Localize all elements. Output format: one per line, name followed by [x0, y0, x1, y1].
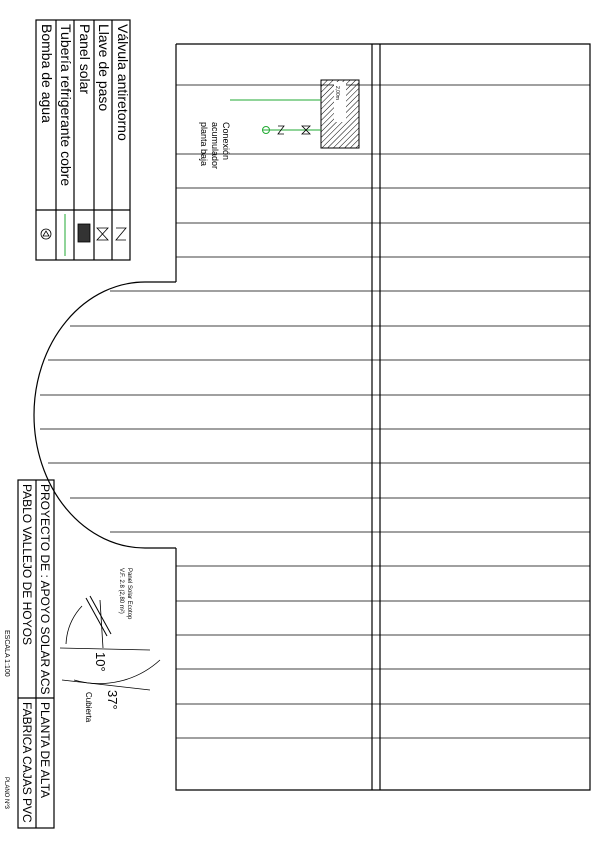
panel-model-line1: Panel Solar Ecotop: [126, 568, 132, 620]
building-outline: [34, 44, 590, 790]
water-pump-icon: [41, 229, 51, 239]
legend-label-gate-valve: Llave de paso: [96, 24, 112, 112]
legend-label-copper-pipe: Tubería refrigerante cobre: [58, 24, 74, 187]
scale-label: ESCALA 1:100: [3, 630, 10, 677]
panel-model-line2: V.F. 2.8 (2,80 m²): [118, 568, 124, 614]
panel-rows: [40, 85, 590, 738]
author-name: PABLO VALLEJO DE HOYOS: [20, 484, 34, 645]
connection-label-line1: Conexión: [221, 122, 231, 161]
project-title: PROYECTO DE : APOYO SOLAR ACS: [38, 484, 52, 695]
legend-label-water-pump: Bomba de agua: [39, 24, 55, 123]
legend-table: [36, 20, 131, 260]
angle-small-label: 10°: [93, 652, 108, 672]
copper-pipe-run: [230, 100, 321, 134]
legend-label-check-valve: Válvula antiretorno: [115, 24, 131, 141]
solar-panel-plan: [321, 80, 359, 148]
inclination-detail: [60, 568, 160, 723]
client-name: FABRICA CAJAS PVC: [20, 702, 34, 823]
plan-number: PLANO Nº3: [3, 777, 9, 809]
solar-panel-icon: [78, 224, 90, 242]
roof-label: Cubierta: [84, 692, 93, 723]
angle-large-label: 37°: [105, 690, 120, 710]
gate-valve-icon: [97, 228, 108, 240]
legend-label-solar-panel: Panel solar: [77, 24, 93, 95]
connection-label-line3: planta baja: [199, 122, 209, 167]
check-valve-icon: [116, 228, 126, 240]
connection-note: [199, 122, 231, 169]
panel-dimension-label: 2,00m: [334, 86, 340, 100]
sheet-title: PLANTA DE ALTA: [38, 702, 52, 799]
title-block: [3, 480, 54, 828]
connection-label-line2: acumulador: [210, 122, 220, 170]
